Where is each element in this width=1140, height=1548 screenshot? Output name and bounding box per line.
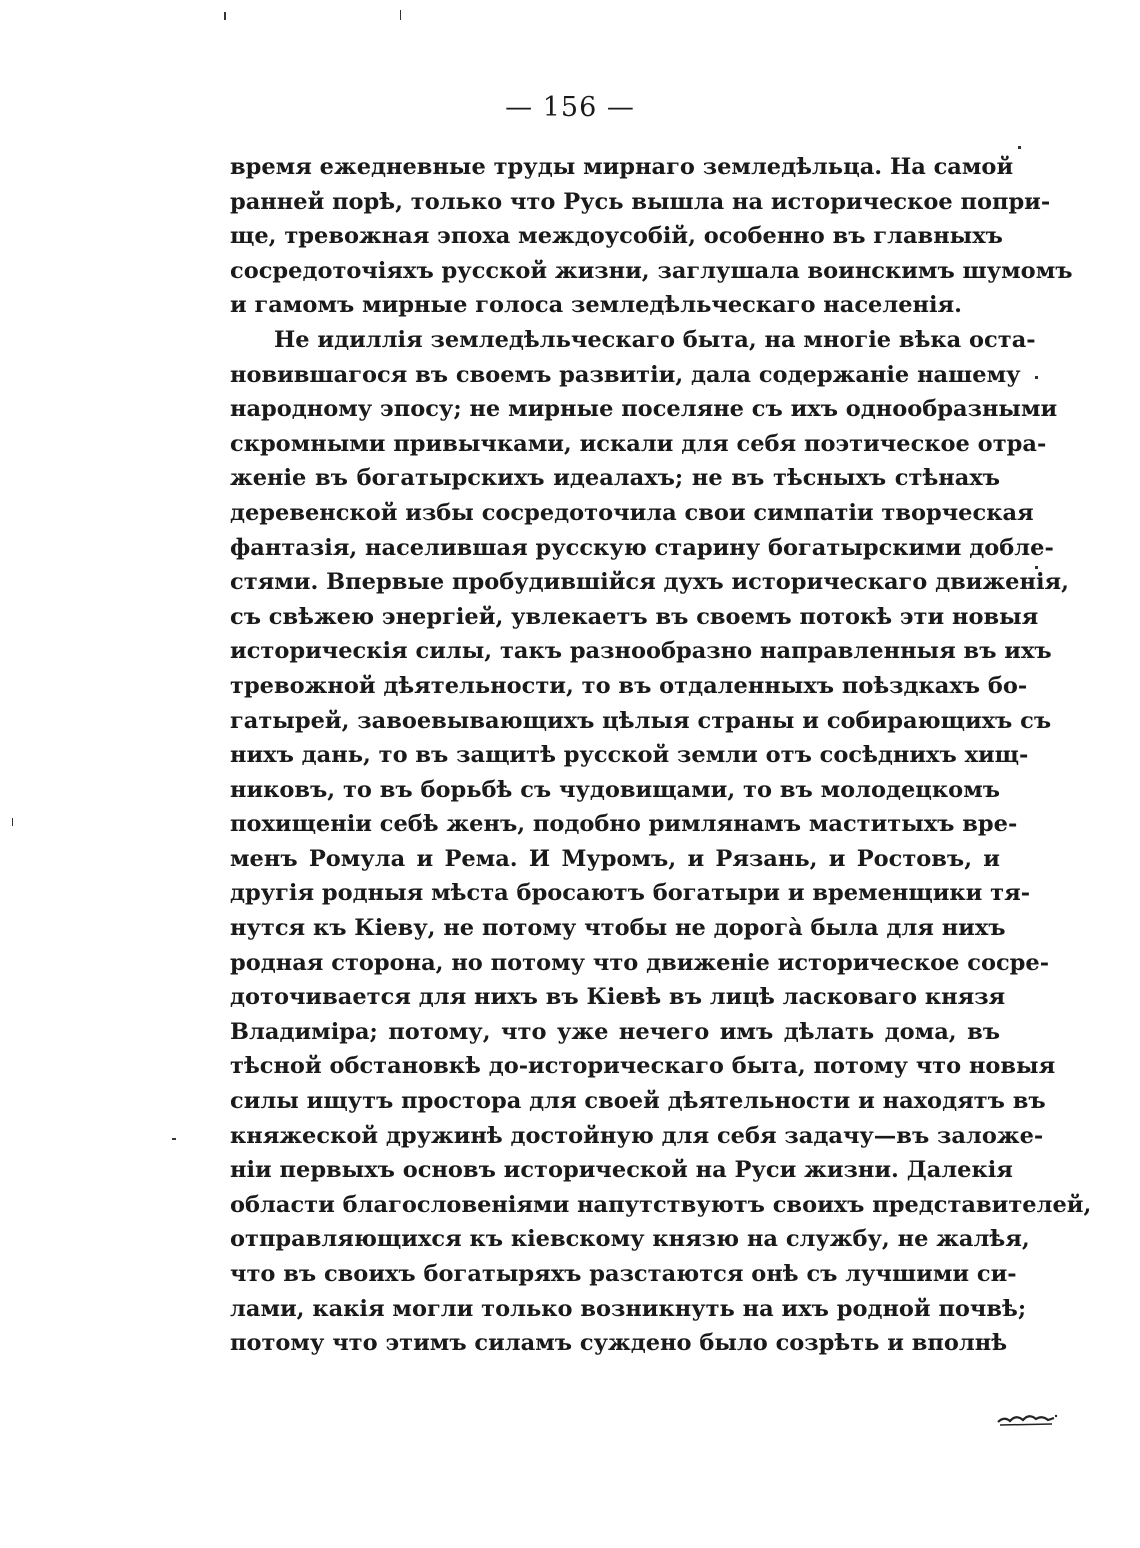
text-line: другія родныя мѣста бросаютъ богатыри и временщики тя- <box>230 880 1031 907</box>
text-line: области благословеніями напутствуютъ своихъ представителей, <box>230 1191 1092 1218</box>
text-line: деревенской избы сосредоточила свои симпатіи творческая <box>230 499 1034 526</box>
text-line: менъ Ромула и Рема. И Муромъ, и Рязань, и Ростовъ, и <box>230 845 1000 872</box>
text-line: силы ищутъ простора для своей дѣятельности и находятъ въ <box>230 1088 1046 1115</box>
text-line: Владиміра; потому, что уже нечего имъ дѣлать дома, въ <box>230 1018 1000 1045</box>
text-line: похищеніи себѣ женъ, подобно римлянамъ маститыхъ вре- <box>230 811 1018 838</box>
text-line: съ свѣжею энергіей, увлекаетъ въ своемъ потокѣ эти новыя <box>230 603 1039 630</box>
text-line: ранней порѣ, только что Русь вышла на историческое попри- <box>230 188 1051 215</box>
text-line: историческія силы, такъ разнообразно направленныя въ ихъ <box>230 638 1052 665</box>
text-line: гатырей, завоевывающихъ цѣлыя страны и собирающихъ съ <box>230 707 1052 734</box>
text-line: Не идиллія земледѣльческаго быта, на многіе вѣка оста- <box>274 326 1036 353</box>
text-line: женіе въ богатырскихъ идеалахъ; не въ тѣсныхъ стѣнахъ <box>230 465 1000 492</box>
text-line: родная сторона, но потому что движеніе историческое сосре- <box>230 949 1050 976</box>
body-text <box>230 150 1092 1361</box>
text-line: нутся къ Кіеву, не потому чтобы не дорогà была для нихъ <box>230 915 1006 942</box>
text-line: скромными привычками, искали для себя поэтическое отра- <box>230 430 1047 457</box>
text-line: сосредоточіяхъ русской жизни, заглушала воинскимъ шумомъ <box>230 257 1073 284</box>
text-line: лами, какія могли только возникнуть на ихъ родной почвѣ; <box>230 1295 1027 1322</box>
text-line: отправляющихся къ кіевскому князю на службу, не жалѣя, <box>230 1226 1030 1253</box>
text-line: что въ своихъ богатыряхъ разстаются онѣ съ лучшими си- <box>230 1261 1017 1287</box>
text-line: тѣсной обстановкѣ до-историческаго быта, потому что новыя <box>230 1053 1056 1080</box>
text-line: тревожной дѣятельности, то въ отдаленныхъ поѣздкахъ бо- <box>230 672 1028 699</box>
text-line: фантазія, населившая русскую старину богатырскими добле- <box>230 534 1054 561</box>
text-line: потому что этимъ силамъ суждено было созрѣть и вполнѣ <box>230 1330 1008 1357</box>
text-line: ніи первыхъ основъ исторической на Руси жизни. Далекія <box>230 1157 1013 1184</box>
text-line: никовъ, то въ борьбѣ съ чудовищами, то въ молодецкомъ <box>230 776 1000 803</box>
library-stamp-mark <box>996 1410 1058 1428</box>
text-line: новившагося въ своемъ развитіи, дала содержаніе нашему <box>230 361 1021 388</box>
text-line: ще, тревожная эпоха междоусобій, особенно въ главныхъ <box>230 223 1003 250</box>
text-line: княжеской дружинѣ достойную для себя задачу—въ заложе- <box>230 1122 1044 1149</box>
text-line: и гамомъ мирные голоса земледѣльческаго населенія. <box>230 292 962 319</box>
text-line: время ежедневные труды мирнаго земледѣльца. На самой <box>230 154 1014 180</box>
page-number: — 156 — <box>505 92 635 123</box>
text-line: доточивается для нихъ въ Кіевѣ въ лицѣ ласковаго князя <box>230 984 1006 1011</box>
text-line: нихъ дань, то въ защитѣ русской земли отъ сосѣднихъ хищ- <box>230 742 1029 769</box>
text-line: народному эпосу; не мирные поселяне съ ихъ однообразными <box>230 396 1058 423</box>
text-line: стями. Впервые пробудившійся духъ историческаго движенія, <box>230 569 1069 596</box>
